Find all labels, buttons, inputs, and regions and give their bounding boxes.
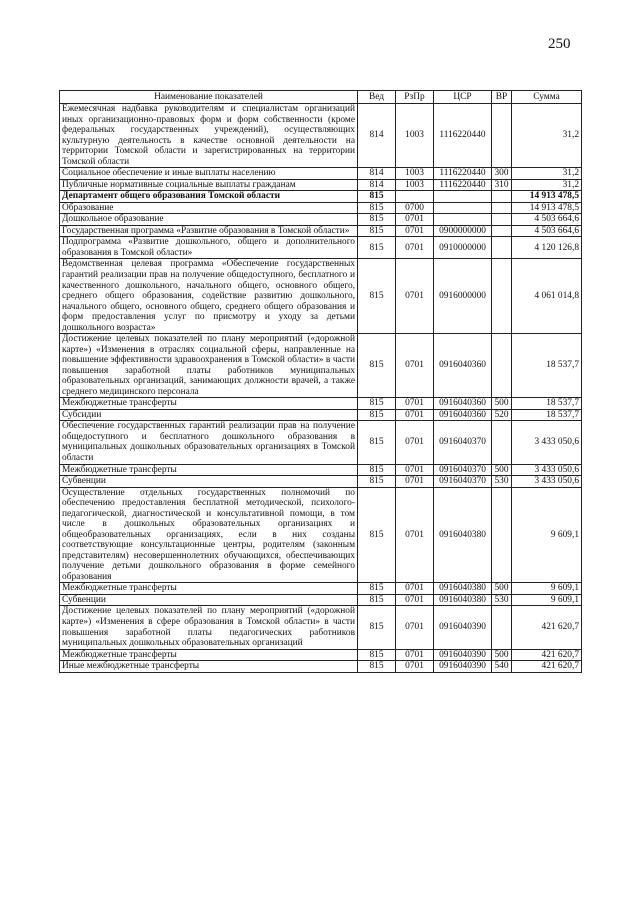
row-vr-cell (492, 225, 512, 237)
row-ved-cell: 815 (358, 409, 396, 421)
row-csr-cell: 0910000000 (434, 237, 492, 259)
row-sum-cell: 18 537,7 (512, 334, 582, 398)
row-rzpr-cell: 0701 (396, 487, 434, 583)
row-csr-cell: 0916040380 (434, 487, 492, 583)
row-name-cell: Межбюджетные трансферты (60, 464, 358, 476)
row-sum-cell: 31,2 (512, 104, 582, 168)
row-csr-cell: 1116220440 (434, 168, 492, 180)
row-ved-cell: 815 (358, 214, 396, 226)
row-csr-cell: 0916040380 (434, 583, 492, 595)
row-ved-cell: 815 (358, 237, 396, 259)
budget-table (59, 90, 582, 673)
row-name-cell: Подпрограмма «Развитие дошкольного, общего и дополнительного образования в Томской области» (60, 237, 358, 259)
row-ved-cell: 815 (358, 191, 396, 203)
row-vr-cell: 500 (492, 464, 512, 476)
row-vr-cell (492, 334, 512, 398)
row-ved-cell: 815 (358, 606, 396, 649)
row-rzpr-cell: 0701 (396, 464, 434, 476)
row-name-cell: Иные межбюджетные трансферты (60, 661, 358, 673)
row-ved-cell: 815 (358, 594, 396, 606)
row-sum-cell: 421 620,7 (512, 649, 582, 661)
row-rzpr-cell: 0701 (396, 398, 434, 410)
row-rzpr-cell: 1003 (396, 168, 434, 180)
row-ved-cell: 815 (358, 225, 396, 237)
page-number: 250 (548, 36, 571, 52)
row-name-cell: Обеспечение государственных гарантий реализации прав на получение общедоступного и бесплатного дошкольного образования в муниципальных дошкольных образовательных организациях в Томской области (60, 421, 358, 464)
row-vr-cell: 520 (492, 409, 512, 421)
row-csr-cell: 0916040360 (434, 398, 492, 410)
row-csr-cell: 0916040390 (434, 649, 492, 661)
row-ved-cell: 815 (358, 476, 396, 488)
table-row (60, 409, 582, 421)
row-vr-cell (492, 202, 512, 214)
table-row (60, 168, 582, 180)
table-row (60, 583, 582, 595)
row-vr-cell: 500 (492, 649, 512, 661)
row-ved-cell: 815 (358, 259, 396, 334)
header-vr: ВР (492, 91, 512, 104)
row-rzpr-cell: 0701 (396, 594, 434, 606)
row-name-cell: Социальное обеспечение и иные выплаты населению (60, 168, 358, 180)
row-sum-cell: 18 537,7 (512, 409, 582, 421)
table-row (60, 606, 582, 649)
row-sum-cell: 3 433 050,6 (512, 464, 582, 476)
row-name-cell: Достижение целевых показателей по плану мероприятий («дорожной карте») «Изменения в отраслях социальной сферы, направленные на повышение эффективности здравоохранения в Томской области» в части повышения заработной платы работников муниципальных образовательных организаций, занимающих должности врачей, а также среднего медицинского персонала (60, 334, 358, 398)
table-row (60, 487, 582, 583)
row-sum-cell: 9 609,1 (512, 583, 582, 595)
row-sum-cell: 31,2 (512, 179, 582, 191)
row-vr-cell: 500 (492, 398, 512, 410)
table-row (60, 191, 582, 203)
row-csr-cell: 0916040370 (434, 464, 492, 476)
row-name-cell: Осуществление отдельных государственных полномочий по обеспечению предоставления бесплатной методической, психолого-педагогической, диагностической и консультативной помощи, в том числе в дошкольных образовательных организациях и общеобразовательных организациях, если в них созданы соответствующие консультационные центры, родителям (законным представителям) несовершеннолетних обучающихся, обеспечивающих получение детьми дошкольного образования в форме семейного образования (60, 487, 358, 583)
row-sum-cell: 9 609,1 (512, 487, 582, 583)
row-sum-cell: 4 503 664,6 (512, 214, 582, 226)
row-ved-cell: 814 (358, 179, 396, 191)
row-name-cell: Дошкольное образование (60, 214, 358, 226)
row-rzpr-cell: 0701 (396, 421, 434, 464)
row-csr-cell: 0916040360 (434, 334, 492, 398)
table-row (60, 421, 582, 464)
row-name-cell: Ведомственная целевая программа «Обеспечение государственных гарантий реализации прав на получение общедоступного, бесплатного и качественного дошкольного, начального общего, основного общего, среднего общего образования, содействие развитию дошкольного, начального общего, основного общего, среднего общего образования и форм предоставления услуг по присмотру и уходу за детьми дошкольного возраста» (60, 259, 358, 334)
row-vr-cell (492, 606, 512, 649)
row-ved-cell: 815 (358, 334, 396, 398)
row-vr-cell: 310 (492, 179, 512, 191)
table-row (60, 661, 582, 673)
table-row (60, 237, 582, 259)
row-csr-cell (434, 202, 492, 214)
row-vr-cell (492, 191, 512, 203)
row-rzpr-cell: 1003 (396, 179, 434, 191)
row-rzpr-cell: 0701 (396, 409, 434, 421)
table-row (60, 104, 582, 168)
row-name-cell: Субсидии (60, 409, 358, 421)
row-sum-cell: 9 609,1 (512, 594, 582, 606)
row-name-cell: Ежемесячная надбавка руководителям и специалистам организаций иных организационно-правовых форм и форм собственности (кроме федеральных государственных учреждений), осуществляющих культурную деятельность в качестве основной деятельности на территории Томской области и зарегистрированных на территории Томской области (60, 104, 358, 168)
row-vr-cell (492, 487, 512, 583)
header-rzpr: РзПр (396, 91, 434, 104)
row-sum-cell: 3 433 050,6 (512, 421, 582, 464)
row-vr-cell (492, 104, 512, 168)
row-csr-cell (434, 191, 492, 203)
header-sum: Сумма (512, 91, 582, 104)
header-csr: ЦСР (434, 91, 492, 104)
table-row (60, 476, 582, 488)
row-name-cell: Публичные нормативные социальные выплаты гражданам (60, 179, 358, 191)
table-row (60, 649, 582, 661)
table-row (60, 259, 582, 334)
row-vr-cell: 540 (492, 661, 512, 673)
header-ved: Вед (358, 91, 396, 104)
table-body (60, 104, 582, 673)
table-row (60, 225, 582, 237)
row-vr-cell: 500 (492, 583, 512, 595)
row-csr-cell: 0916040360 (434, 409, 492, 421)
row-ved-cell: 815 (358, 649, 396, 661)
row-name-cell: Департамент общего образования Томской области (60, 191, 358, 203)
row-rzpr-cell: 0701 (396, 214, 434, 226)
table-row (60, 398, 582, 410)
row-csr-cell: 0900000000 (434, 225, 492, 237)
row-name-cell: Межбюджетные трансферты (60, 398, 358, 410)
row-ved-cell: 815 (358, 464, 396, 476)
row-sum-cell: 421 620,7 (512, 606, 582, 649)
row-sum-cell: 4 120 126,8 (512, 237, 582, 259)
table-row (60, 594, 582, 606)
row-rzpr-cell: 0701 (396, 225, 434, 237)
row-csr-cell (434, 214, 492, 226)
row-rzpr-cell: 0701 (396, 606, 434, 649)
row-ved-cell: 814 (358, 104, 396, 168)
row-name-cell: Субвенции (60, 594, 358, 606)
row-rzpr-cell: 0701 (396, 649, 434, 661)
table-header-row (60, 91, 582, 104)
table-row (60, 464, 582, 476)
row-csr-cell: 0916000000 (434, 259, 492, 334)
row-csr-cell: 0916040380 (434, 594, 492, 606)
row-vr-cell (492, 237, 512, 259)
row-ved-cell: 815 (358, 398, 396, 410)
row-rzpr-cell: 0701 (396, 334, 434, 398)
row-vr-cell (492, 421, 512, 464)
row-vr-cell (492, 214, 512, 226)
row-ved-cell: 815 (358, 583, 396, 595)
row-ved-cell: 815 (358, 661, 396, 673)
row-rzpr-cell (396, 191, 434, 203)
row-sum-cell: 4 061 014,8 (512, 259, 582, 334)
row-ved-cell: 815 (358, 487, 396, 583)
row-vr-cell: 300 (492, 168, 512, 180)
row-rzpr-cell: 0701 (396, 476, 434, 488)
header-name: Наименование показателей (60, 91, 358, 104)
row-sum-cell: 31,2 (512, 168, 582, 180)
row-name-cell: Образование (60, 202, 358, 214)
row-rzpr-cell: 0701 (396, 259, 434, 334)
row-rzpr-cell: 0700 (396, 202, 434, 214)
row-name-cell: Достижение целевых показателей по плану мероприятий («дорожной карте») «Изменения в сфере образования в Томской области» в части повышения заработной платы педагогических работников муниципальных дошкольных образовательных организаций (60, 606, 358, 649)
table-row (60, 334, 582, 398)
table-row (60, 214, 582, 226)
row-csr-cell: 0916040370 (434, 421, 492, 464)
row-name-cell: Государственная программа «Развитие образования в Томской области» (60, 225, 358, 237)
row-csr-cell: 0916040390 (434, 606, 492, 649)
row-sum-cell: 421 620,7 (512, 661, 582, 673)
row-ved-cell: 814 (358, 168, 396, 180)
row-vr-cell: 530 (492, 476, 512, 488)
row-name-cell: Межбюджетные трансферты (60, 583, 358, 595)
row-sum-cell: 18 537,7 (512, 398, 582, 410)
row-rzpr-cell: 0701 (396, 583, 434, 595)
row-sum-cell: 3 433 050,6 (512, 476, 582, 488)
row-ved-cell: 815 (358, 421, 396, 464)
row-sum-cell: 4 503 664,6 (512, 225, 582, 237)
row-sum-cell: 14 913 478,5 (512, 202, 582, 214)
row-name-cell: Субвенции (60, 476, 358, 488)
row-vr-cell (492, 259, 512, 334)
row-rzpr-cell: 0701 (396, 661, 434, 673)
row-csr-cell: 0916040370 (434, 476, 492, 488)
row-rzpr-cell: 1003 (396, 104, 434, 168)
row-ved-cell: 815 (358, 202, 396, 214)
row-csr-cell: 0916040390 (434, 661, 492, 673)
row-csr-cell: 1116220440 (434, 179, 492, 191)
row-rzpr-cell: 0701 (396, 237, 434, 259)
table-row (60, 202, 582, 214)
row-name-cell: Межбюджетные трансферты (60, 649, 358, 661)
table-row (60, 179, 582, 191)
row-csr-cell: 1116220440 (434, 104, 492, 168)
row-sum-cell: 14 913 478,5 (512, 191, 582, 203)
row-vr-cell: 530 (492, 594, 512, 606)
